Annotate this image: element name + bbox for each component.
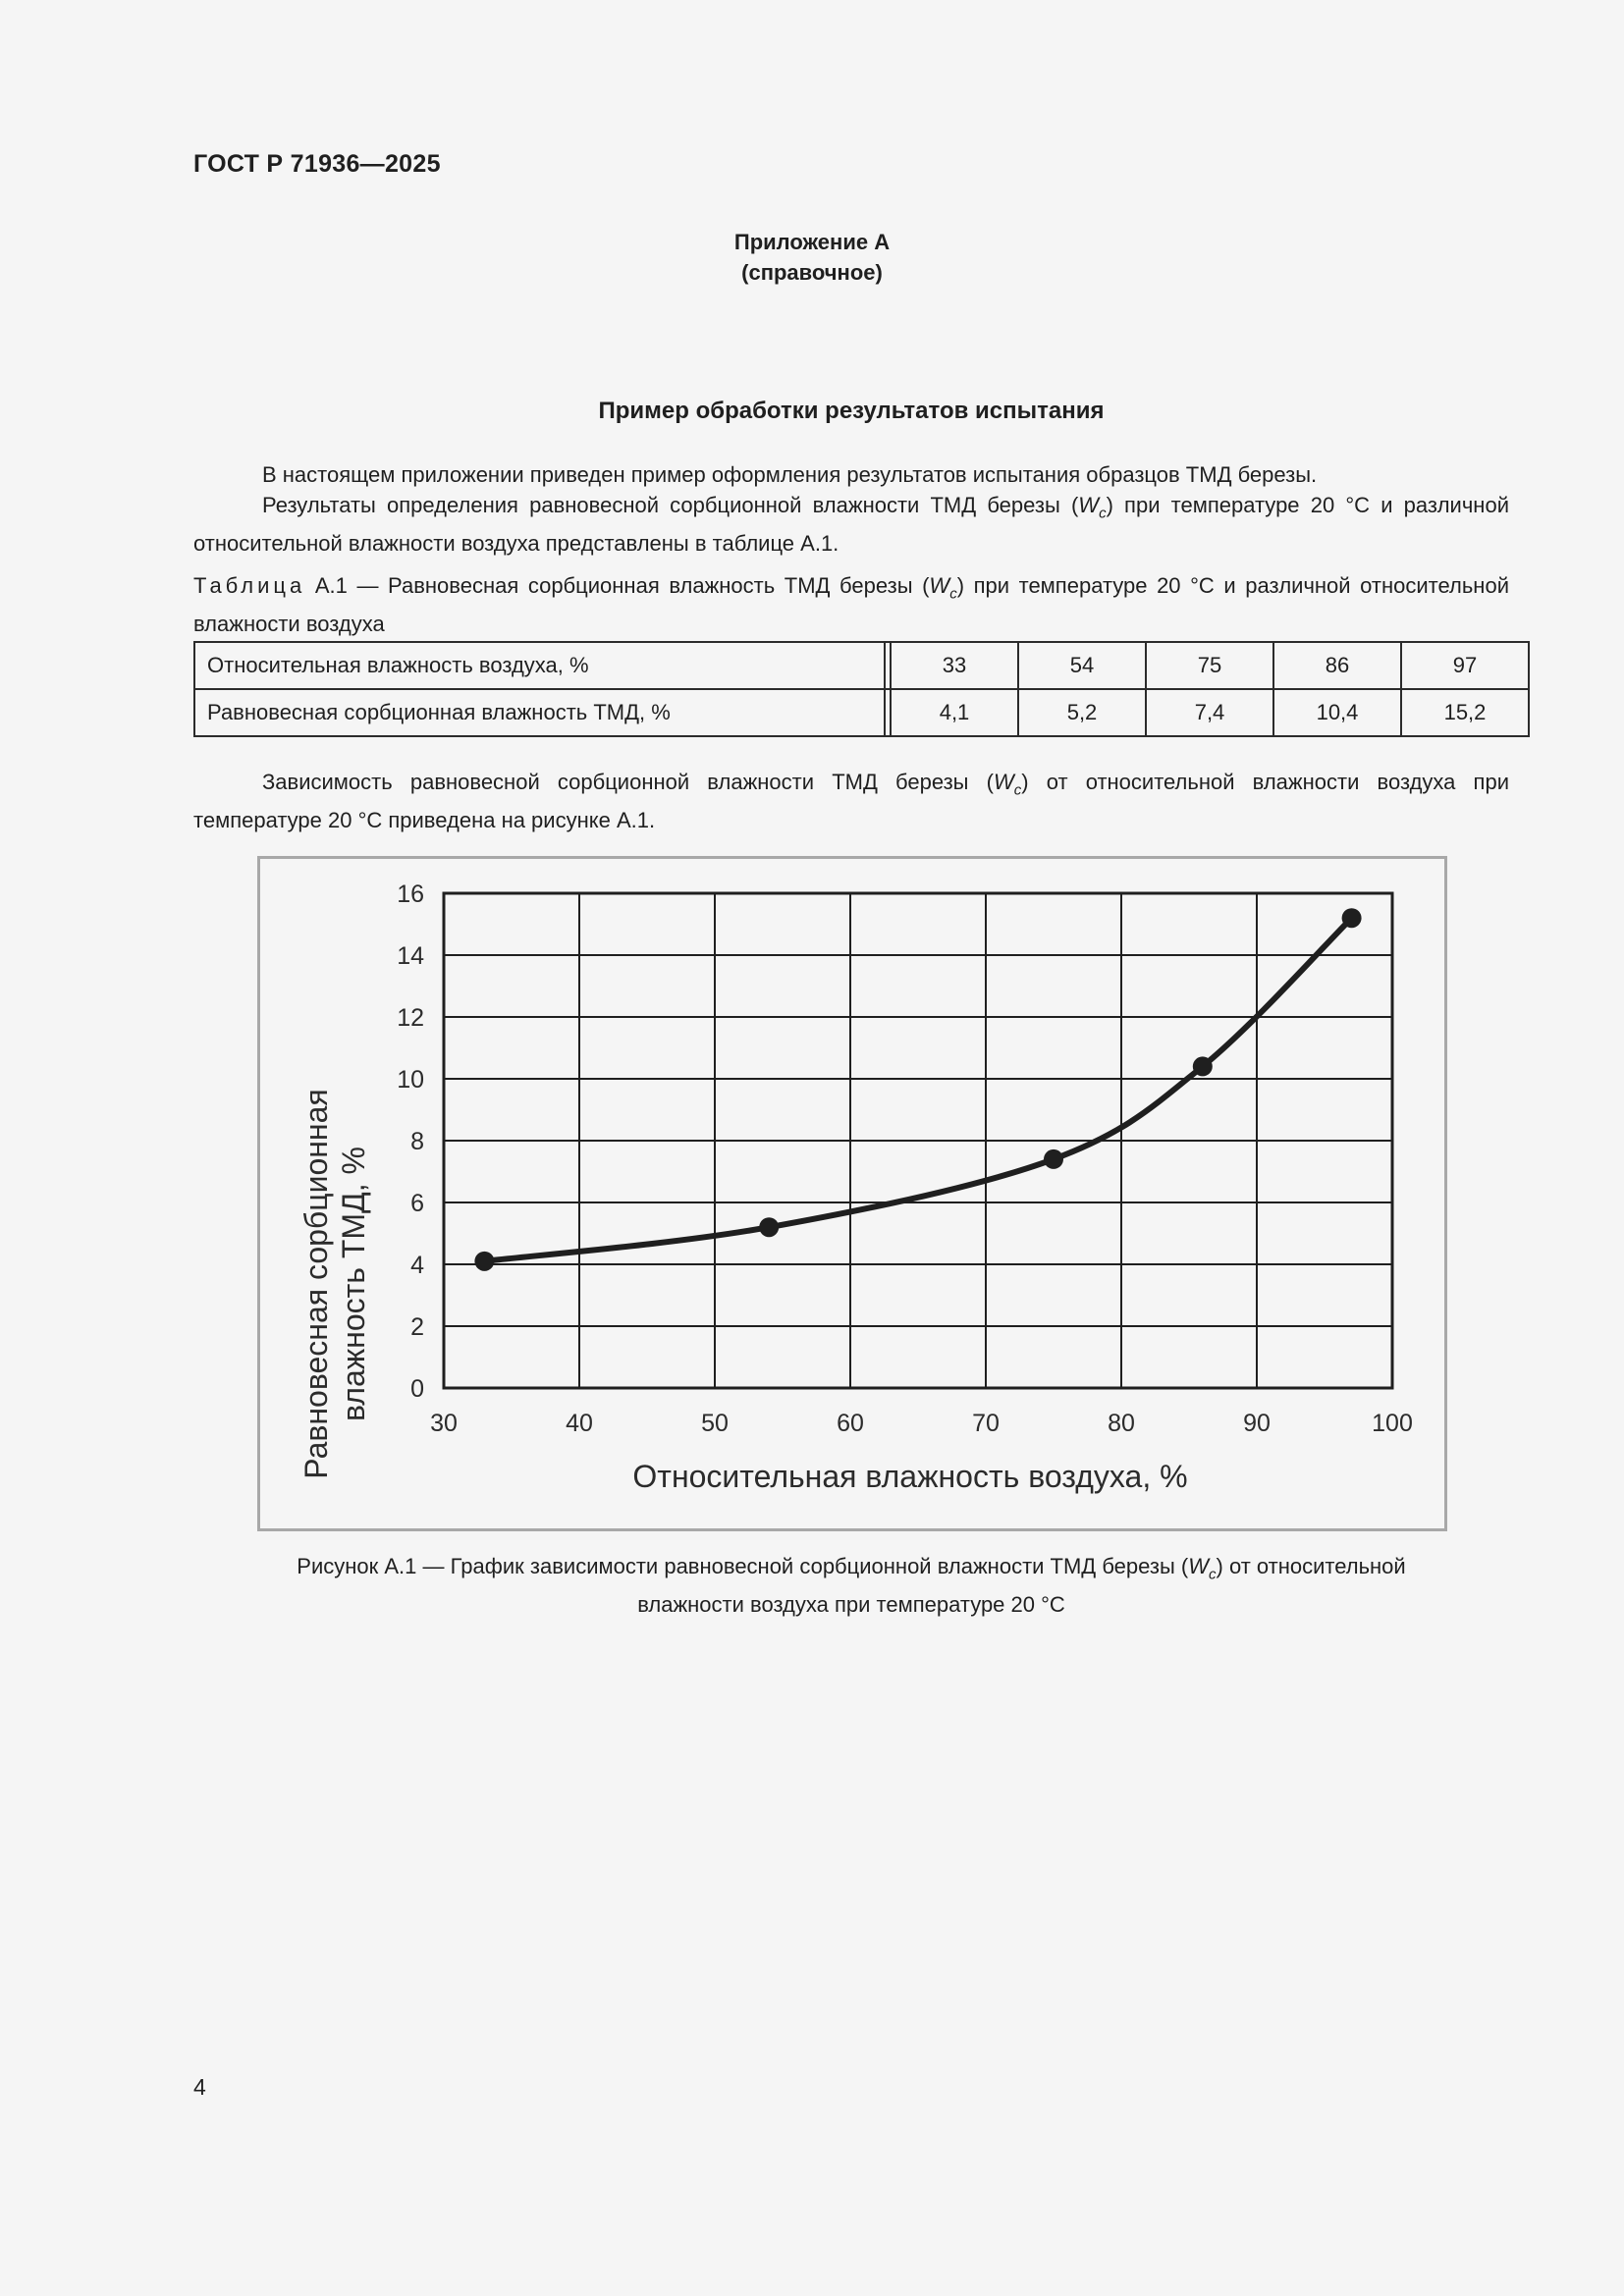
paragraph-text: ) при температуре 20 °C и различной относительной влажности воздуха представлены в таблице А.1. xyxy=(193,493,1509,557)
data-point xyxy=(1044,1149,1063,1169)
page-number: 4 xyxy=(193,2074,206,2100)
chart-curve-group xyxy=(484,918,1351,1261)
symbol-subscript: c xyxy=(1099,505,1107,522)
symbol-subscript: c xyxy=(949,585,957,603)
table-cell: 15,2 xyxy=(1401,689,1529,736)
y-tick-label: 12 xyxy=(397,1004,424,1032)
x-axis-ticks xyxy=(430,1410,1413,1437)
y-tick-label: 2 xyxy=(410,1313,424,1341)
x-tick-label: 30 xyxy=(430,1410,458,1437)
table-cell: 10,4 xyxy=(1273,689,1401,736)
y-axis-ticks xyxy=(397,881,424,1403)
table-cell: 97 xyxy=(1401,642,1529,689)
table-caption-text: ) при температуре 20 °C и различной относительной влажности воздуха xyxy=(193,573,1509,637)
chart-points xyxy=(474,908,1361,1271)
y-tick-label: 14 xyxy=(397,942,424,970)
table-cell: 4,1 xyxy=(891,689,1018,736)
chart xyxy=(260,859,1444,1528)
symbol-w: W xyxy=(1188,1554,1210,1578)
table-cell: 5,2 xyxy=(1018,689,1146,736)
paragraph-text: Зависимость равновесной сорбционной влажности ТМД березы ( xyxy=(262,770,994,794)
data-point xyxy=(474,1252,494,1271)
paragraph-text: Результаты определения равновесной сорбционной влажности ТМД березы ( xyxy=(262,493,1079,517)
chart-frame xyxy=(257,856,1447,1531)
row-label: Равновесная сорбционная влажность ТМД, % xyxy=(194,689,885,736)
x-tick-label: 100 xyxy=(1372,1410,1413,1437)
data-point xyxy=(1342,908,1362,928)
y-axis-label-line1: Равновесная сорбционная xyxy=(298,1089,334,1479)
table-cell: 7,4 xyxy=(1146,689,1273,736)
row-label: Относительная влажность воздуха, % xyxy=(194,642,885,689)
x-tick-label: 80 xyxy=(1108,1410,1135,1437)
table-cell: 75 xyxy=(1146,642,1273,689)
symbol-subscript: c xyxy=(1013,781,1022,799)
symbol-w: W xyxy=(1078,493,1100,517)
y-axis-label xyxy=(298,1089,371,1478)
y-tick-label: 6 xyxy=(410,1190,424,1217)
chart-curve xyxy=(484,918,1351,1261)
table-cell: 33 xyxy=(891,642,1018,689)
table-caption xyxy=(193,570,1509,639)
y-tick-label: 10 xyxy=(397,1066,424,1094)
symbol-subscript: c xyxy=(1209,1566,1217,1583)
annex-heading xyxy=(0,227,1624,288)
section-title: Пример обработки результатов испытания xyxy=(598,398,1105,424)
data-table xyxy=(193,641,1530,737)
figure-caption-line1 xyxy=(193,1551,1509,1589)
y-axis-label-line2: влажность ТМД, % xyxy=(336,1147,371,1421)
paragraph-results xyxy=(193,490,1509,559)
x-tick-label: 40 xyxy=(566,1410,593,1437)
standard-code: ГОСТ Р 71936—2025 xyxy=(193,150,441,178)
paragraph-dependency xyxy=(193,767,1509,835)
paragraph-text: ) от относительной влажности воздуха при температуре 20 °C приведена на рисунке А.1. xyxy=(193,770,1509,833)
figure-caption-text: ) от относительной xyxy=(1216,1554,1406,1578)
y-tick-label: 8 xyxy=(410,1128,424,1155)
table-caption-word: Таблица xyxy=(193,573,306,598)
y-tick-label: 16 xyxy=(397,881,424,908)
symbol-w: W xyxy=(929,573,950,598)
x-tick-label: 90 xyxy=(1243,1410,1271,1437)
x-axis-label: Относительная влажность воздуха, % xyxy=(632,1459,1188,1494)
data-point xyxy=(1193,1056,1213,1076)
table-row xyxy=(194,642,1529,689)
figure-caption xyxy=(193,1551,1509,1620)
annex-title: Приложение А xyxy=(733,230,891,254)
table-caption-text: А.1 — Равновесная сорбционная влажность ТМД березы ( xyxy=(305,573,930,598)
data-point xyxy=(759,1217,779,1237)
figure-caption-text: Рисунок А.1 — График зависимости равновесной сорбционной влажности ТМД березы ( xyxy=(297,1554,1189,1578)
table-cell: 54 xyxy=(1018,642,1146,689)
table-cell: 86 xyxy=(1273,642,1401,689)
table-row xyxy=(194,689,1529,736)
annex-type: (справочное) xyxy=(741,260,883,285)
x-tick-label: 70 xyxy=(972,1410,1000,1437)
figure-caption-line2: влажности воздуха при температуре 20 °C xyxy=(637,1592,1065,1618)
paragraph-intro: В настоящем приложении приведен пример оформления результатов испытания образцов ТМД березы. xyxy=(262,462,1318,487)
symbol-w: W xyxy=(993,770,1014,794)
y-tick-label: 4 xyxy=(410,1252,424,1279)
x-tick-label: 50 xyxy=(701,1410,729,1437)
chart-grid xyxy=(444,893,1392,1388)
x-tick-label: 60 xyxy=(837,1410,864,1437)
y-tick-label: 0 xyxy=(410,1375,424,1403)
